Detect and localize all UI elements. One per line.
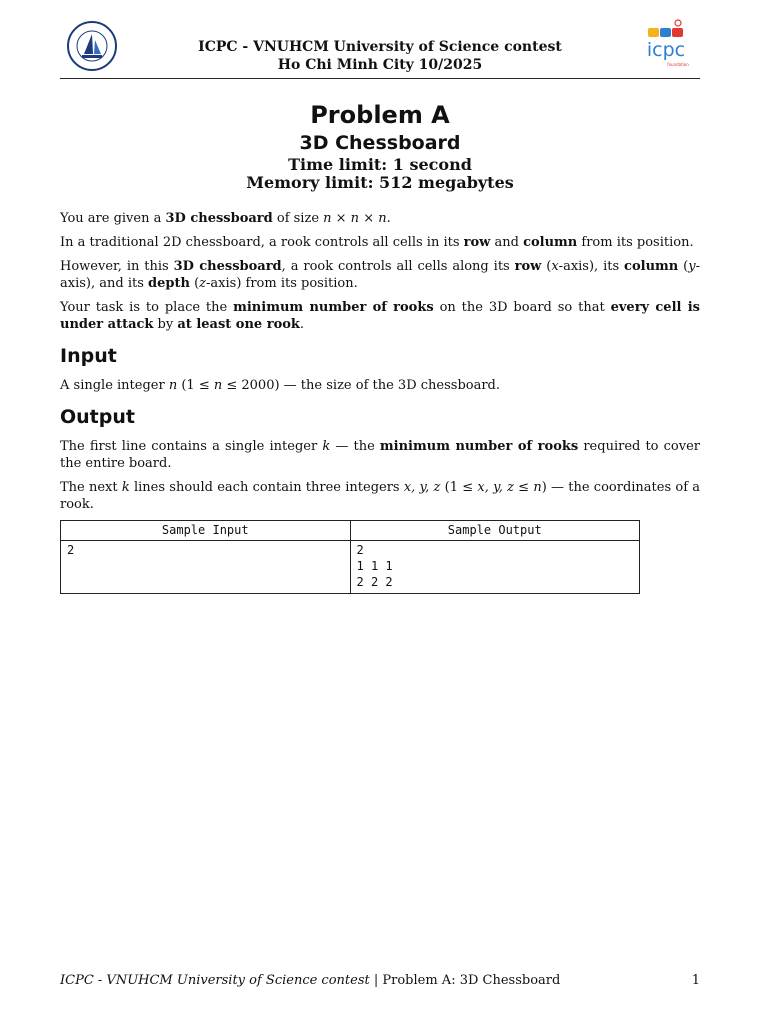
- svg-text:foundation: foundation: [667, 62, 689, 67]
- document-page: [60, 0, 700, 1024]
- output-heading: Output: [60, 406, 135, 428]
- statement-paragraph: You are given a 3D chessboard of size n × n × n.: [60, 211, 391, 226]
- input-description: A single integer n (1 ≤ n ≤ 2000) — the size of the 3D chessboard.: [60, 378, 501, 393]
- footer-contest: ICPC - VNUHCM University of Science contest: [60, 973, 370, 988]
- problem-title-block: [60, 100, 700, 192]
- time-limit: Time limit: 1 second: [288, 155, 472, 174]
- page-number: 1: [691, 973, 700, 988]
- sample-input-cell: 2: [61, 541, 351, 594]
- university-seal-logo: [66, 20, 118, 72]
- statement-paragraph: In a traditional 2D chessboard, a rook controls all cells in its row and column from its position.: [60, 235, 694, 250]
- icpc-logo: [638, 18, 694, 72]
- sample-output-header: Sample Output: [350, 521, 640, 541]
- header-line-2: Ho Chi Minh City 10/2025: [277, 57, 483, 73]
- svg-text:icpc: icpc: [646, 39, 686, 61]
- sample-output-cell: 2 1 1 1 2 2 2: [350, 541, 640, 594]
- statement-paragraph: However, in this 3D chessboard, a rook controls all cells along its row (x-axis), its column (y-axis), and its depth (z-axis) from its position.: [60, 259, 700, 291]
- page-footer: [60, 973, 700, 988]
- footer-problem: Problem A: 3D Chessboard: [382, 973, 561, 988]
- memory-limit: Memory limit: 512 megabytes: [246, 173, 514, 192]
- samples-table: [60, 520, 640, 594]
- header-line-1: ICPC - VNUHCM University of Science contest: [198, 39, 562, 55]
- footer-separator: |: [369, 973, 383, 988]
- statement-paragraph: Your task is to place the minimum number of rooks on the 3D board so that every cell is under attack by at least one rook.: [60, 300, 700, 332]
- problem-title: Problem A: [310, 101, 450, 129]
- output-description: The first line contains a single integer k — the minimum number of rooks required to cover the entire board.: [60, 439, 701, 471]
- problem-name: 3D Chessboard: [299, 132, 461, 154]
- sample-input-header: Sample Input: [61, 521, 351, 541]
- input-heading: Input: [60, 345, 117, 367]
- problem-statement: [60, 210, 700, 594]
- page-header: [60, 18, 700, 79]
- output-description: The next k lines should each contain three integers x, y, z (1 ≤ x, y, z ≤ n) — the coordinates of a rook.: [60, 480, 701, 512]
